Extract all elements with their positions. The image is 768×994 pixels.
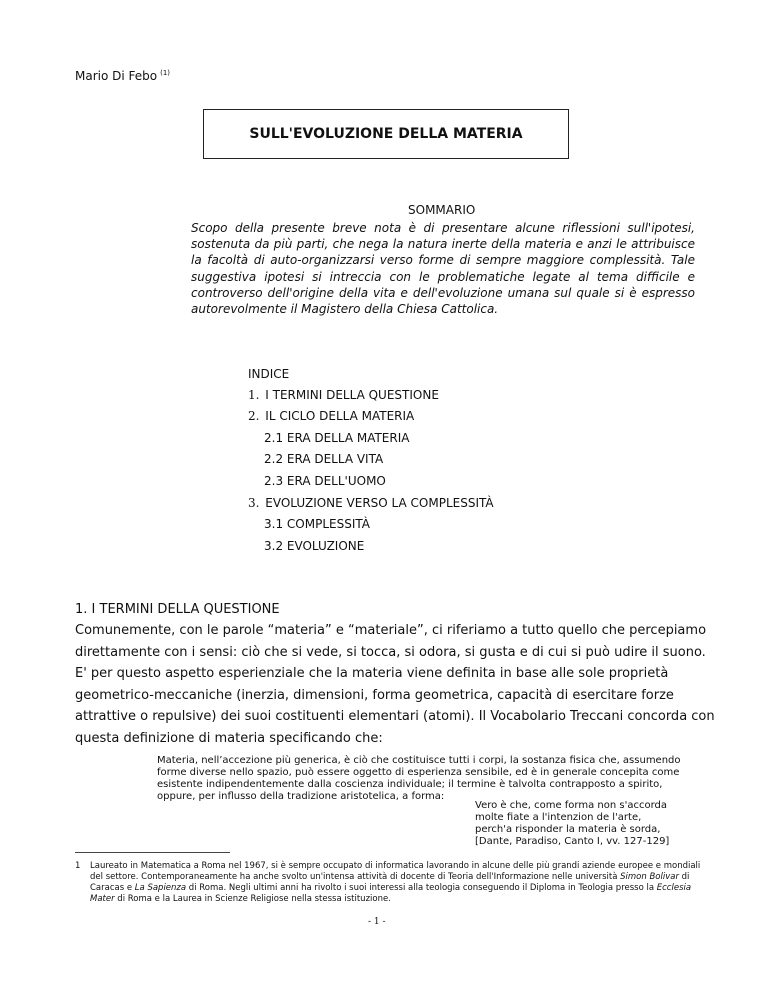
body-paragraph: Comunemente, con le parole “materia” e “materiale”, ci riferiamo a tutto quello che percepiamo direttamente con i sensi: ciò che si vede, si tocca, si odora, si gusta e di cui si può udire il suono. E' per questo aspetto esperienziale che la materia viene definita in base alle sole proprietà geometrico-meccaniche (inerzia, dimensioni, forma geometrica, capacità di esercitare forze attrattive o repulsive) dei suoi costituenti elementari (atomi). Il Vocabolario Treccani concorda con questa definizione di materia specificando che:	[75, 623, 715, 746]
block-quote: Materia, nell’accezione più generica, è ciò che costituisce tutti i corpi, la sostanza fisica che, assumendo forme diverse nello spazio, può essere oggetto di esperienza sensibile, ed è in generale concepita come esistente indipendentemente dalla coscienza individuale; il termine è talvolta contrapposto a spirito, oppure, per influsso della tradizione aristotelica, a forma:	[157, 755, 681, 803]
toc-subitem[interactable]	[264, 452, 383, 466]
toc-subitem[interactable]	[264, 517, 370, 531]
verse-line: molte fiate a l'intenzion de l'arte,	[475, 812, 642, 824]
author-line	[75, 69, 170, 83]
toc-subitem[interactable]	[264, 474, 386, 488]
verse-citation: [Dante, Paradiso, Canto I, vv. 127-129]	[475, 836, 670, 848]
toc-item-label: IL CICLO DELLA MATERIA	[265, 409, 415, 423]
footnote-text-part: Laureato in Matematica a Roma nel 1967, si è sempre occupato di informatica lavorando in alcune delle più grandi aziende europee e mondiali del settore. Contemporaneamente ha anche svolto un'intensa attività di docente di Teoria dell'Informazione nelle università	[90, 861, 701, 882]
footnote-number: 1	[75, 861, 81, 871]
toc-item-label: EVOLUZIONE VERSO LA COMPLESSITÀ	[265, 496, 494, 510]
toc-item-label: 3.1 COMPLESSITÀ	[264, 517, 370, 531]
toc-item-number: 3.	[248, 496, 260, 510]
toc-item-label: 2.1 ERA DELLA MATERIA	[264, 431, 410, 445]
toc-item[interactable]	[248, 388, 439, 402]
document-title-box	[203, 109, 569, 159]
summary-heading: SOMMARIO	[408, 203, 476, 217]
toc-subitem[interactable]	[264, 431, 409, 445]
summary-text: Scopo della presente breve nota è di presentare alcune riflessioni sull'ipotesi, sostenuta da più parti, che nega la natura inerte della materia e anzi le attribuisce la facoltà di auto-organizzarsi verso forme di sempre maggiore complessità. Tale suggestiva ipotesi si intreccia con le problematiche legate al tema difficile e controverso dell'origine della vita e dell'evoluzione umana sul quale si è espresso autorevolmente il Magistero della Chiesa Cattolica.	[191, 221, 695, 317]
footnote-emphasis: Simon Bolivar	[620, 872, 679, 882]
footnote	[75, 861, 705, 905]
toc-item-label: 2.3 ERA DELL'UOMO	[264, 474, 386, 488]
toc-item-number: 1.	[248, 388, 260, 402]
verse-line: Vero è che, come forma non s'accorda	[475, 800, 667, 811]
author-name: Mario Di Febo	[75, 69, 158, 83]
verse-line: perch'a risponder la materia è sorda,	[475, 824, 661, 836]
author-footnote-marker: (1)	[160, 69, 171, 77]
footnote-text-part: di Caracas e	[90, 872, 690, 893]
footnote-text-part: di Roma e la Laurea in Scienze Religiose nella stessa istituzione.	[114, 894, 391, 904]
footnote-separator	[75, 852, 230, 853]
toc-item-label: 3.2 EVOLUZIONE	[264, 539, 365, 553]
footnote-emphasis: La Sapienza	[134, 883, 187, 893]
toc-item-label: 2.2 ERA DELLA VITA	[264, 452, 384, 466]
section-heading: 1. I TERMINI DELLA QUESTIONE	[75, 602, 280, 617]
footnote-text	[90, 861, 705, 905]
page-number: - 1 -	[368, 917, 386, 927]
toc-subitem[interactable]	[264, 539, 364, 553]
toc-item[interactable]	[248, 496, 494, 510]
toc-item-number: 2.	[248, 409, 260, 423]
footnote-text-part: di Roma. Negli ultimi anni ha rivolto i suoi interessi alla teologia conseguendo il Diploma in Teologia presso la	[186, 883, 657, 893]
verse-quote	[475, 800, 705, 848]
toc-heading: INDICE	[248, 367, 290, 381]
toc-item[interactable]	[248, 409, 414, 423]
document-title: SULL'EVOLUZIONE DELLA MATERIA	[249, 126, 523, 142]
footnote-emphasis: Ecclesia Mater	[90, 883, 692, 904]
toc-item-label: I TERMINI DELLA QUESTIONE	[265, 388, 439, 402]
